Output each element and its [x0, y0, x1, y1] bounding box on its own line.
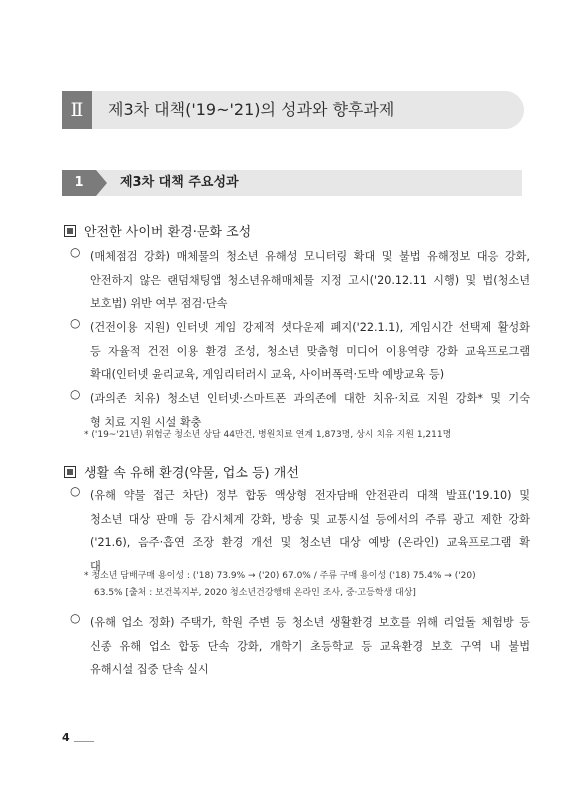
bullet-line: (과의존 치유) 청소년 인터넷·스마트폰 과의존에 대한 치유·치료 지원 강화* 및 기숙	[90, 392, 530, 405]
square-bullet-icon	[64, 466, 76, 478]
bullet-line: 유해시설 집중 단속 실시	[90, 663, 209, 676]
bullet-line: 형 치료 지원 시설 확충	[90, 415, 202, 429]
circle-bullet-icon: ○	[70, 316, 81, 330]
bullet-line: 청소년 대상 판매 등 감시체계 강화, 방송 및 교통시설 등에서의 주류 광고 제한 강화	[90, 512, 530, 526]
subsection-heading-text: 안전한 사이버 환경·문화 조성	[84, 225, 252, 240]
section-number: 1	[62, 170, 96, 196]
bullet-line: 신종 유해 업소 합동 단속 강화, 개학기 초등학교 등 교육환경 보호 구역 내 불법	[90, 639, 530, 653]
footnote	[84, 427, 532, 444]
footnote-line: * 청소년 담배구매 용이성 : ('18) 73.9% → ('20) 67.0% / 주류 구매 용이성 ('18) 75.4% → ('20)	[84, 571, 476, 581]
section-arrow-shape	[96, 170, 107, 196]
bullet-line: 보호법) 위반 여부 점검·단속	[90, 297, 228, 310]
chapter-number: Ⅱ	[62, 91, 92, 129]
bullet-line: (유해 업소 정화) 주택가, 학원 주변 등 청소년 생활환경 보호를 위해 리얼돌 체험방 등	[90, 616, 530, 629]
section-header	[62, 170, 522, 196]
footnote-line: * ('19~'21년) 위험군 청소년 상담 44만건, 병원치료 연계 1,873명, 상시 치유 지원 1,211명	[84, 430, 452, 440]
bullet-line: ('21.6), 음주·흡연 조장 환경 개선 및 청소년 대상 예방 (온라인) 교육프로그램 확	[90, 536, 530, 549]
footnote	[84, 568, 532, 602]
subsection-heading	[64, 221, 251, 240]
bullet-line: (건전이용 지원) 인터넷 게임 강제적 셧다운제 폐지('22.1.1), 게임시간 선택제 활성화	[90, 321, 530, 334]
square-bullet-icon	[64, 225, 76, 237]
circle-bullet-icon: ○	[70, 245, 81, 259]
footnote-line: 63.5% [출처 : 보건복지부, 2020 청소년건강행태 온라인 조사, 중·고등학생 대상]	[94, 588, 416, 598]
circle-bullet-icon: ○	[70, 387, 81, 401]
circle-bullet-icon: ○	[70, 484, 81, 498]
circle-bullet-icon: ○	[70, 611, 81, 625]
bullet-line: 등 자율적 건전 이용 환경 조성, 청소년 맞춤형 미디어 이용역량 강화 교육프로그램	[90, 344, 530, 358]
bullet-line: (유해 약물 접근 차단) 정부 합동 액상형 전자담배 안전관리 대책 발표('19.10) 및	[90, 489, 530, 502]
bullet-line: (매체점검 강화) 매체물의 청소년 유해성 모니터링 확대 및 불법 유해정보 대응 강화,	[90, 250, 530, 263]
bullet-line: 확대(인터넷 윤리교육, 게임리터러시 교육, 사이버폭력·도박 예방교육 등)	[90, 368, 445, 381]
chapter-title: 제3차 대책('19~'21)의 성과와 향후과제	[108, 100, 395, 119]
bullet-line: 안전하지 않은 랜덤채팅앱 청소년유해매체물 지정 고시('20.12.11 시행) 및 법(청소년	[90, 273, 530, 287]
page-number: 4	[62, 731, 70, 744]
chapter-header	[62, 91, 524, 129]
subsection-heading-text: 생활 속 유해 환경(약물, 업소 등) 개선	[84, 466, 299, 481]
bullet-line: 대	[90, 559, 101, 573]
page-number-rule	[74, 741, 94, 742]
section-title: 제3차 대책 주요성과	[120, 175, 239, 190]
subsection-heading	[64, 462, 299, 481]
